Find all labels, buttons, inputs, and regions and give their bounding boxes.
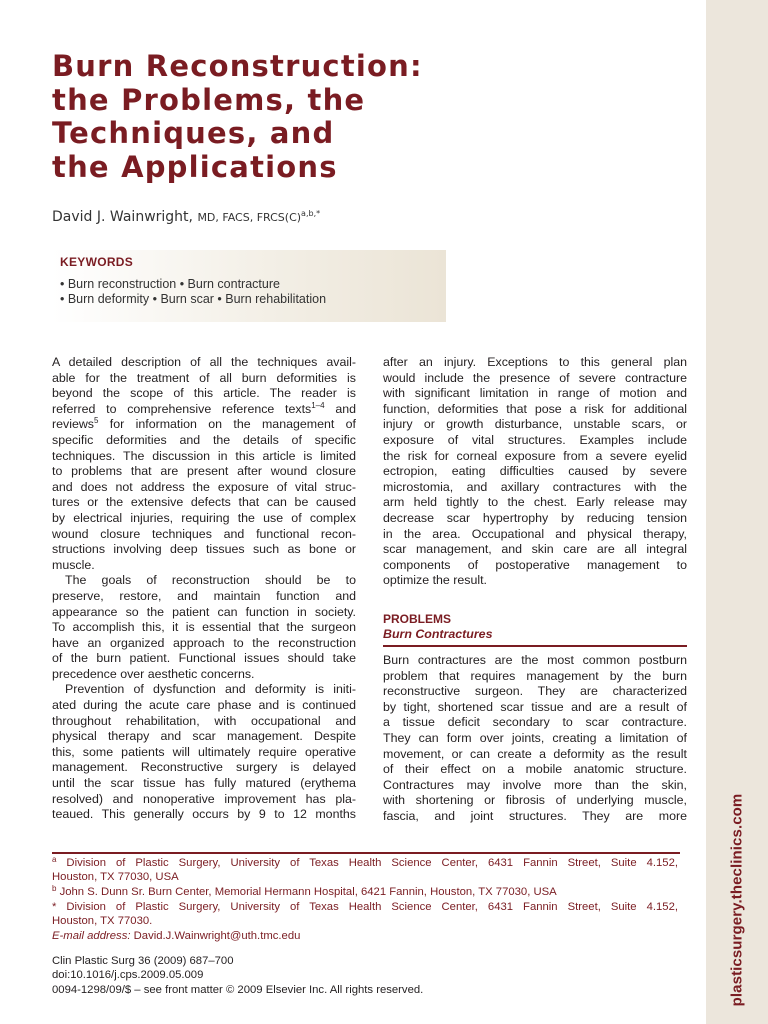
reference-mark[interactable]: 1–4: [311, 400, 325, 410]
section-heading: PROBLEMS: [383, 612, 452, 626]
text-line: optimize the result.: [383, 573, 487, 588]
footnote-line: Houston, TX 77030.: [52, 915, 153, 928]
author-name: David J. Wainwright,: [52, 209, 193, 225]
reference-mark[interactable]: 5: [94, 416, 99, 426]
text-line: movement, or can create a deformity as the result: [383, 746, 687, 761]
text-line: would include the presence of severe contracture: [383, 370, 687, 385]
citation-copyright: 0094-1298/09/$ – see front matter © 2009 Elsevier Inc. All rights reserved.: [52, 983, 424, 996]
paragraph: [52, 682, 356, 822]
text-line: management. Reconstructive surgery is delayed: [52, 760, 356, 775]
text-line: To accomplish this, it is essential that the surgeon: [52, 620, 356, 635]
author-affiliation-marks: a,b,*: [301, 209, 321, 218]
title-line: Burn Reconstruction:: [52, 49, 423, 83]
keywords-line: • Burn reconstruction • Burn contracture: [60, 277, 280, 291]
text-line: microstomia, and axillary contractures with the: [383, 479, 687, 494]
paragraph: [383, 653, 687, 825]
footnote-corresponding: [52, 900, 678, 928]
footnote-a: [52, 856, 678, 884]
citation-journal: Clin Plastic Surg 36 (2009) 687–700: [52, 955, 234, 967]
text-line: throughout rehabilitation, with occupational and: [52, 713, 356, 728]
text-line: beyond the scope of this article. The reader is: [52, 386, 356, 401]
footnote-divider: [52, 852, 680, 854]
text-run: reviews: [52, 417, 94, 432]
text-line: preserve, restore, and maintain function and: [52, 588, 356, 603]
text-run: John S. Dunn Sr. Burn Center, Memorial Hermann Hospital, 6421 Fannin, Houston, TX 77030, USA: [56, 886, 557, 898]
text-line: to problems that are present after wound closure: [52, 464, 356, 479]
citation-block: [52, 954, 423, 997]
body-column-left: [52, 355, 356, 823]
text-line: decrease scar hypertrophy by reducing tension: [383, 510, 687, 525]
text-line: problem that requires management by the burn: [383, 668, 687, 683]
email-address[interactable]: David.J.Wainwright@uth.tmc.edu: [130, 930, 301, 942]
text-line: fascia, and joint structures. They are more: [383, 808, 687, 823]
text-line: muscle.: [52, 557, 95, 572]
text-line: ated during the acute care phase and is continued: [52, 698, 356, 713]
text-line: structions involving deep tissues such as bone or: [52, 542, 356, 557]
text-line: precedence over aesthetic concerns.: [52, 666, 255, 681]
text-line: Contractures may involve more than the skin,: [383, 777, 687, 792]
text-line: function, deformities that pose a risk for additional: [383, 401, 687, 416]
text-line: ectropion, eating difficulties caused by severe: [383, 464, 687, 479]
text-line: teaued. This generally occurs by 9 to 12 months: [52, 807, 356, 822]
text-line: of the burn patient. Functional issues should take: [52, 651, 356, 666]
keywords-heading: KEYWORDS: [60, 255, 134, 269]
journal-url[interactable]: plasticsurgery.theclinics.com: [728, 793, 746, 1007]
heading-divider: [383, 645, 687, 647]
article-title: [52, 50, 612, 184]
text-line: components of postoperative management to: [383, 557, 687, 572]
footnote-line: [52, 885, 678, 899]
text-line: exposure of vital structures. Examples include: [383, 432, 687, 447]
footnote-line: Houston, TX 77030, USA: [52, 871, 179, 884]
text-line: until the scar tissue has fully matured (erythema: [52, 776, 356, 791]
text-line: physical therapy and scar management. Despite: [52, 729, 356, 744]
text-line: after an injury. Exceptions to this general plan: [383, 355, 687, 369]
text-line: reconstructive surgeon. They are characterized: [383, 684, 687, 699]
text-line: specific deformities and the details of specific: [52, 432, 356, 447]
text-line: wound closure techniques and functional recon-: [52, 526, 356, 541]
text-run: for information on the management of: [98, 417, 356, 432]
author-credentials: MD, FACS, FRCS(C): [197, 211, 302, 224]
footnote-line: [52, 856, 678, 870]
text-line: [52, 417, 356, 433]
text-line: A detailed description of all the techniques avail-: [52, 355, 356, 369]
text-line: have an organized approach to the reconstruction: [52, 635, 356, 650]
footnote-line: * Division of Plastic Surgery, University of Texas Health Science Center, 6431 Fannin Street, Suite 4.152,: [52, 901, 678, 913]
text-line: Burn contractures are the most common postburn: [383, 653, 687, 667]
email-label: E-mail address:: [52, 930, 131, 942]
footnote-b: [52, 885, 678, 899]
title-line: the Problems, the: [52, 82, 366, 117]
text-run: and: [324, 401, 356, 416]
citation-doi[interactable]: doi:10.1016/j.cps.2009.05.009: [52, 969, 204, 982]
text-line: in the area. Occupational and physical therapy,: [383, 526, 687, 541]
text-line: tures or the extensive defects that can be caused: [52, 495, 356, 510]
text-run: referred to comprehensive reference texts: [52, 401, 312, 416]
text-line: a tissue deficit secondary to scar contracture.: [383, 715, 687, 730]
body-column-right-continued: [383, 653, 687, 825]
text-line: [52, 402, 356, 418]
title-line: the Applications: [52, 149, 338, 184]
footnote-email: [52, 929, 678, 943]
text-line: with shortening or fibrosis of underlying muscle,: [383, 793, 687, 808]
text-line: arm held tightly to the chest. Early release may: [383, 495, 687, 510]
text-line: by electrical injuries, requiring the use of complex: [52, 510, 356, 525]
text-line: scar management, and skin care are all integral: [383, 542, 687, 557]
text-line: able for the treatment of all burn deformities is: [52, 370, 356, 385]
text-line: Prevention of dysfunction and deformity is initi-: [65, 682, 356, 697]
text-line: techniques. The discussion in this article is limited: [52, 448, 356, 463]
paragraph: [52, 355, 356, 573]
text-line: by tight, shortened scar tissue and are a result of: [383, 699, 687, 714]
text-line: resolved) and nonoperative improvement has pla-: [52, 791, 356, 806]
paragraph: [383, 355, 687, 589]
author-line: [52, 209, 320, 225]
text-run: Division of Plastic Surgery, University of Texas Health Science Center, 6431 Fannin Street, Suite 4.152,: [56, 857, 678, 869]
text-line: injury or growth disturbance, unstable scars, or: [383, 417, 687, 432]
text-line: the risk for corneal exposure from a severe eyelid: [383, 448, 687, 463]
text-line: and does not address the exposure of vital struc-: [52, 479, 356, 494]
body-column-right: [383, 355, 687, 589]
text-line: of their effect on a mobile anatomic structure.: [383, 762, 687, 777]
text-line: The goals of reconstruction should be to: [65, 573, 356, 588]
keywords-box: [52, 250, 446, 322]
text-line: They can form over joints, creating a limitation of: [383, 730, 687, 745]
subsection-heading: Burn Contractures: [383, 627, 493, 641]
footnote-mark: b: [52, 884, 57, 893]
keywords-line: • Burn deformity • Burn scar • Burn rehabilitation: [60, 292, 327, 306]
paragraph: [52, 573, 356, 682]
text-line: appearance so the patient can function in society.: [52, 604, 356, 619]
text-line: this, some patients will ultimately require operative: [52, 744, 356, 759]
title-line: Techniques, and: [52, 116, 335, 150]
text-line: with significant limitation in range of motion and: [383, 386, 687, 401]
footnote-mark: a: [52, 855, 57, 864]
